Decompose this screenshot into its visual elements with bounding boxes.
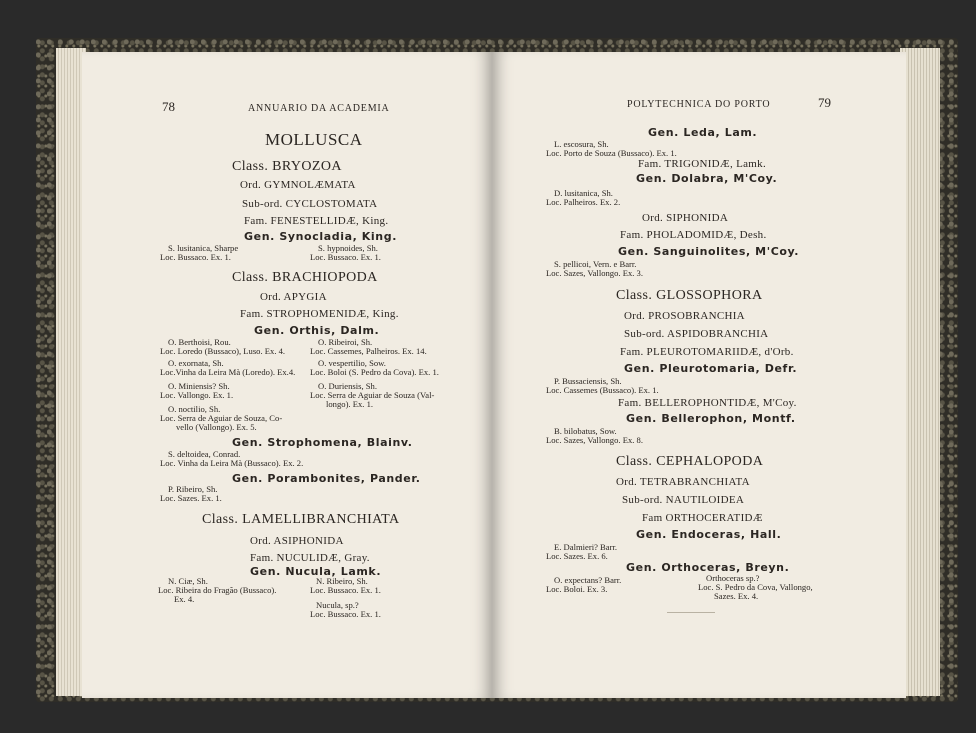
genus-heading: Gen. Leda, Lam.	[648, 126, 758, 139]
left-page	[82, 52, 492, 698]
species-name: N. Ribeiro, Sh.	[316, 576, 368, 586]
locality: Loc. Serra de Aguiar de Souza (Val-	[310, 390, 435, 400]
genus-heading: Gen. Dolabra, M'Coy.	[636, 172, 778, 185]
locality: Loc. Vinha da Leira Mà (Bussaco). Ex. 2.	[160, 458, 304, 468]
locality: Loc. Cassemes (Bussaco). Ex. 1.	[546, 385, 659, 395]
genus-heading: Gen. Strophomena, Blainv.	[232, 436, 413, 449]
genus-heading: Gen. Bellerophon, Montf.	[626, 412, 796, 425]
locality: Loc. Cassemes, Palheiros. Ex. 14.	[310, 346, 427, 356]
genus-heading: Gen. Orthoceras, Breyn.	[626, 561, 790, 574]
locality: Loc.Vinha da Leira Mà (Loredo). Ex.4.	[160, 367, 296, 377]
species-name: O. Berthoisi, Rou.	[168, 337, 231, 347]
class-heading: Class. CEPHALOPODA	[616, 454, 764, 469]
locality: Loc. Sazes, Vallongo. Ex. 3.	[546, 268, 643, 278]
genus-heading: Gen. Nucula, Lamk.	[250, 565, 382, 578]
section-divider	[667, 612, 715, 613]
species-name: O. Duriensis, Sh.	[318, 381, 377, 391]
species-name: S. deltoidea, Conrad.	[168, 449, 241, 459]
locality: Loc. Bussaco. Ex. 1.	[310, 585, 381, 595]
running-head: ANNUARIO DA ACADEMIA	[248, 103, 390, 114]
species-name: S. lusitanica, Sharpe	[168, 243, 239, 253]
species-name: P. Ribeiro, Sh.	[168, 484, 218, 494]
family-heading: Fam. FENESTELLIDÆ, King.	[244, 215, 389, 227]
order-heading: Ord. SIPHONIDA	[642, 212, 729, 224]
right-page	[492, 52, 906, 698]
class-heading: Class. LAMELLIBRANCHIATA	[202, 512, 400, 527]
running-head: POLYTECHNICA DO PORTO	[627, 99, 771, 110]
order-heading: Ord. TETRABRANCHIATA	[616, 476, 750, 488]
order-heading: Ord. GYMNOLÆMATA	[240, 179, 356, 191]
locality: Loc. Boloi (S. Pedro da Cova). Ex. 1.	[310, 367, 439, 377]
order-heading: Ord. PROSOBRANCHIA	[624, 310, 745, 322]
family-heading: Fam. BELLEROPHONTIDÆ, M'Coy.	[618, 397, 797, 409]
locality: Loc. Serra de Aguiar de Souza, Co-	[160, 413, 283, 423]
species-name: L. escosura, Sh.	[554, 139, 609, 149]
species-name: Nucula, sp.?	[316, 600, 359, 610]
species-name: O. Miniensis? Sh.	[168, 381, 230, 391]
genus-heading: Gen. Endoceras, Hall.	[636, 528, 782, 541]
locality: Loc. Vallongo. Ex. 1.	[160, 390, 234, 400]
locality: Loc. Sazes, Vallongo. Ex. 8.	[546, 435, 643, 445]
page-number: 78	[162, 99, 175, 114]
species-name: O. noctilio, Sh.	[168, 404, 221, 414]
phylum-heading: MOLLUSCA	[265, 130, 363, 149]
locality: Loc. Ribeira do Fragão (Bussaco).	[158, 585, 277, 595]
locality: Loc. Bussaco. Ex. 1.	[310, 252, 381, 262]
genus-heading: Gen. Synocladia, King.	[244, 230, 397, 243]
class-heading: Class. BRACHIOPODA	[232, 270, 378, 285]
genus-heading: Gen. Sanguinolites, M'Coy.	[618, 245, 800, 258]
family-heading: Fam. TRIGONIDÆ, Lamk.	[638, 158, 767, 170]
species-name: N. Ciæ, Sh.	[168, 576, 208, 586]
class-heading: Class. BRYOZOA	[232, 159, 342, 174]
species-name: S. hypnoides, Sh.	[318, 243, 378, 253]
order-heading: Ord. APYGIA	[260, 291, 327, 303]
species-name: E. Dalmieri? Barr.	[554, 542, 617, 552]
page-number: 79	[818, 95, 831, 110]
locality: Loc. Sazes. Ex. 1.	[160, 493, 222, 503]
locality: Ex. 4.	[174, 594, 195, 604]
locality: Loc. Boloi. Ex. 3.	[546, 584, 608, 594]
species-name: O. expectans? Barr.	[554, 575, 622, 585]
locality: longo). Ex. 1.	[326, 399, 374, 409]
species-name: O. vespertilio, Sow.	[318, 358, 386, 368]
genus-heading: Gen. Orthis, Dalm.	[254, 324, 380, 337]
genus-heading: Gen. Porambonites, Pander.	[232, 472, 421, 485]
genus-heading: Gen. Pleurotomaria, Defr.	[624, 362, 798, 375]
family-heading: Fam. STROPHOMENIDÆ, King.	[240, 308, 399, 320]
locality: Loc. Bussaco. Ex. 1.	[310, 609, 381, 619]
class-heading: Class. GLOSSOPHORA	[616, 288, 763, 303]
species-name: D. lusitanica, Sh.	[554, 188, 613, 198]
family-heading: Fam. NUCULIDÆ, Gray.	[250, 552, 370, 564]
locality: Loc. Loredo (Bussaco), Luso. Ex. 4.	[160, 346, 286, 356]
species-name: O. exornata, Sh.	[168, 358, 224, 368]
family-heading: Fam. PLEUROTOMARIIDÆ, d'Orb.	[620, 346, 794, 358]
species-name: O. Ribeiroi, Sh.	[318, 337, 373, 347]
locality: Loc. S. Pedro da Cova, Vallongo,	[698, 582, 813, 592]
suborder-heading: Sub-ord. ASPIDOBRANCHIA	[624, 328, 769, 340]
suborder-heading: Sub-ord. NAUTILOIDEA	[622, 494, 745, 506]
locality: Loc. Sazes. Ex. 6.	[546, 551, 608, 561]
family-heading: Fam ORTHOCERATIDÆ	[642, 512, 763, 524]
locality: Loc. Porto de Souza (Bussaco). Ex. 1.	[546, 148, 677, 158]
species-name: P. Bussaciensis, Sh.	[554, 376, 622, 386]
locality: Loc. Bussaco. Ex. 1.	[160, 252, 231, 262]
species-name: Orthoceras sp.?	[706, 573, 760, 583]
species-name: B. bilobatus, Sow.	[554, 426, 617, 436]
locality: vello (Vallongo). Ex. 5.	[176, 422, 257, 432]
page-edges-right	[900, 48, 940, 696]
locality: Sazes. Ex. 4.	[714, 591, 759, 601]
family-heading: Fam. PHOLADOMIDÆ, Desh.	[620, 229, 767, 241]
species-name: S. pellicoi, Vern. e Barr.	[554, 259, 637, 269]
order-heading: Ord. ASIPHONIDA	[250, 535, 344, 547]
suborder-heading: Sub-ord. CYCLOSTOMATA	[242, 198, 378, 210]
locality: Loc. Palheiros. Ex. 2.	[546, 197, 621, 207]
